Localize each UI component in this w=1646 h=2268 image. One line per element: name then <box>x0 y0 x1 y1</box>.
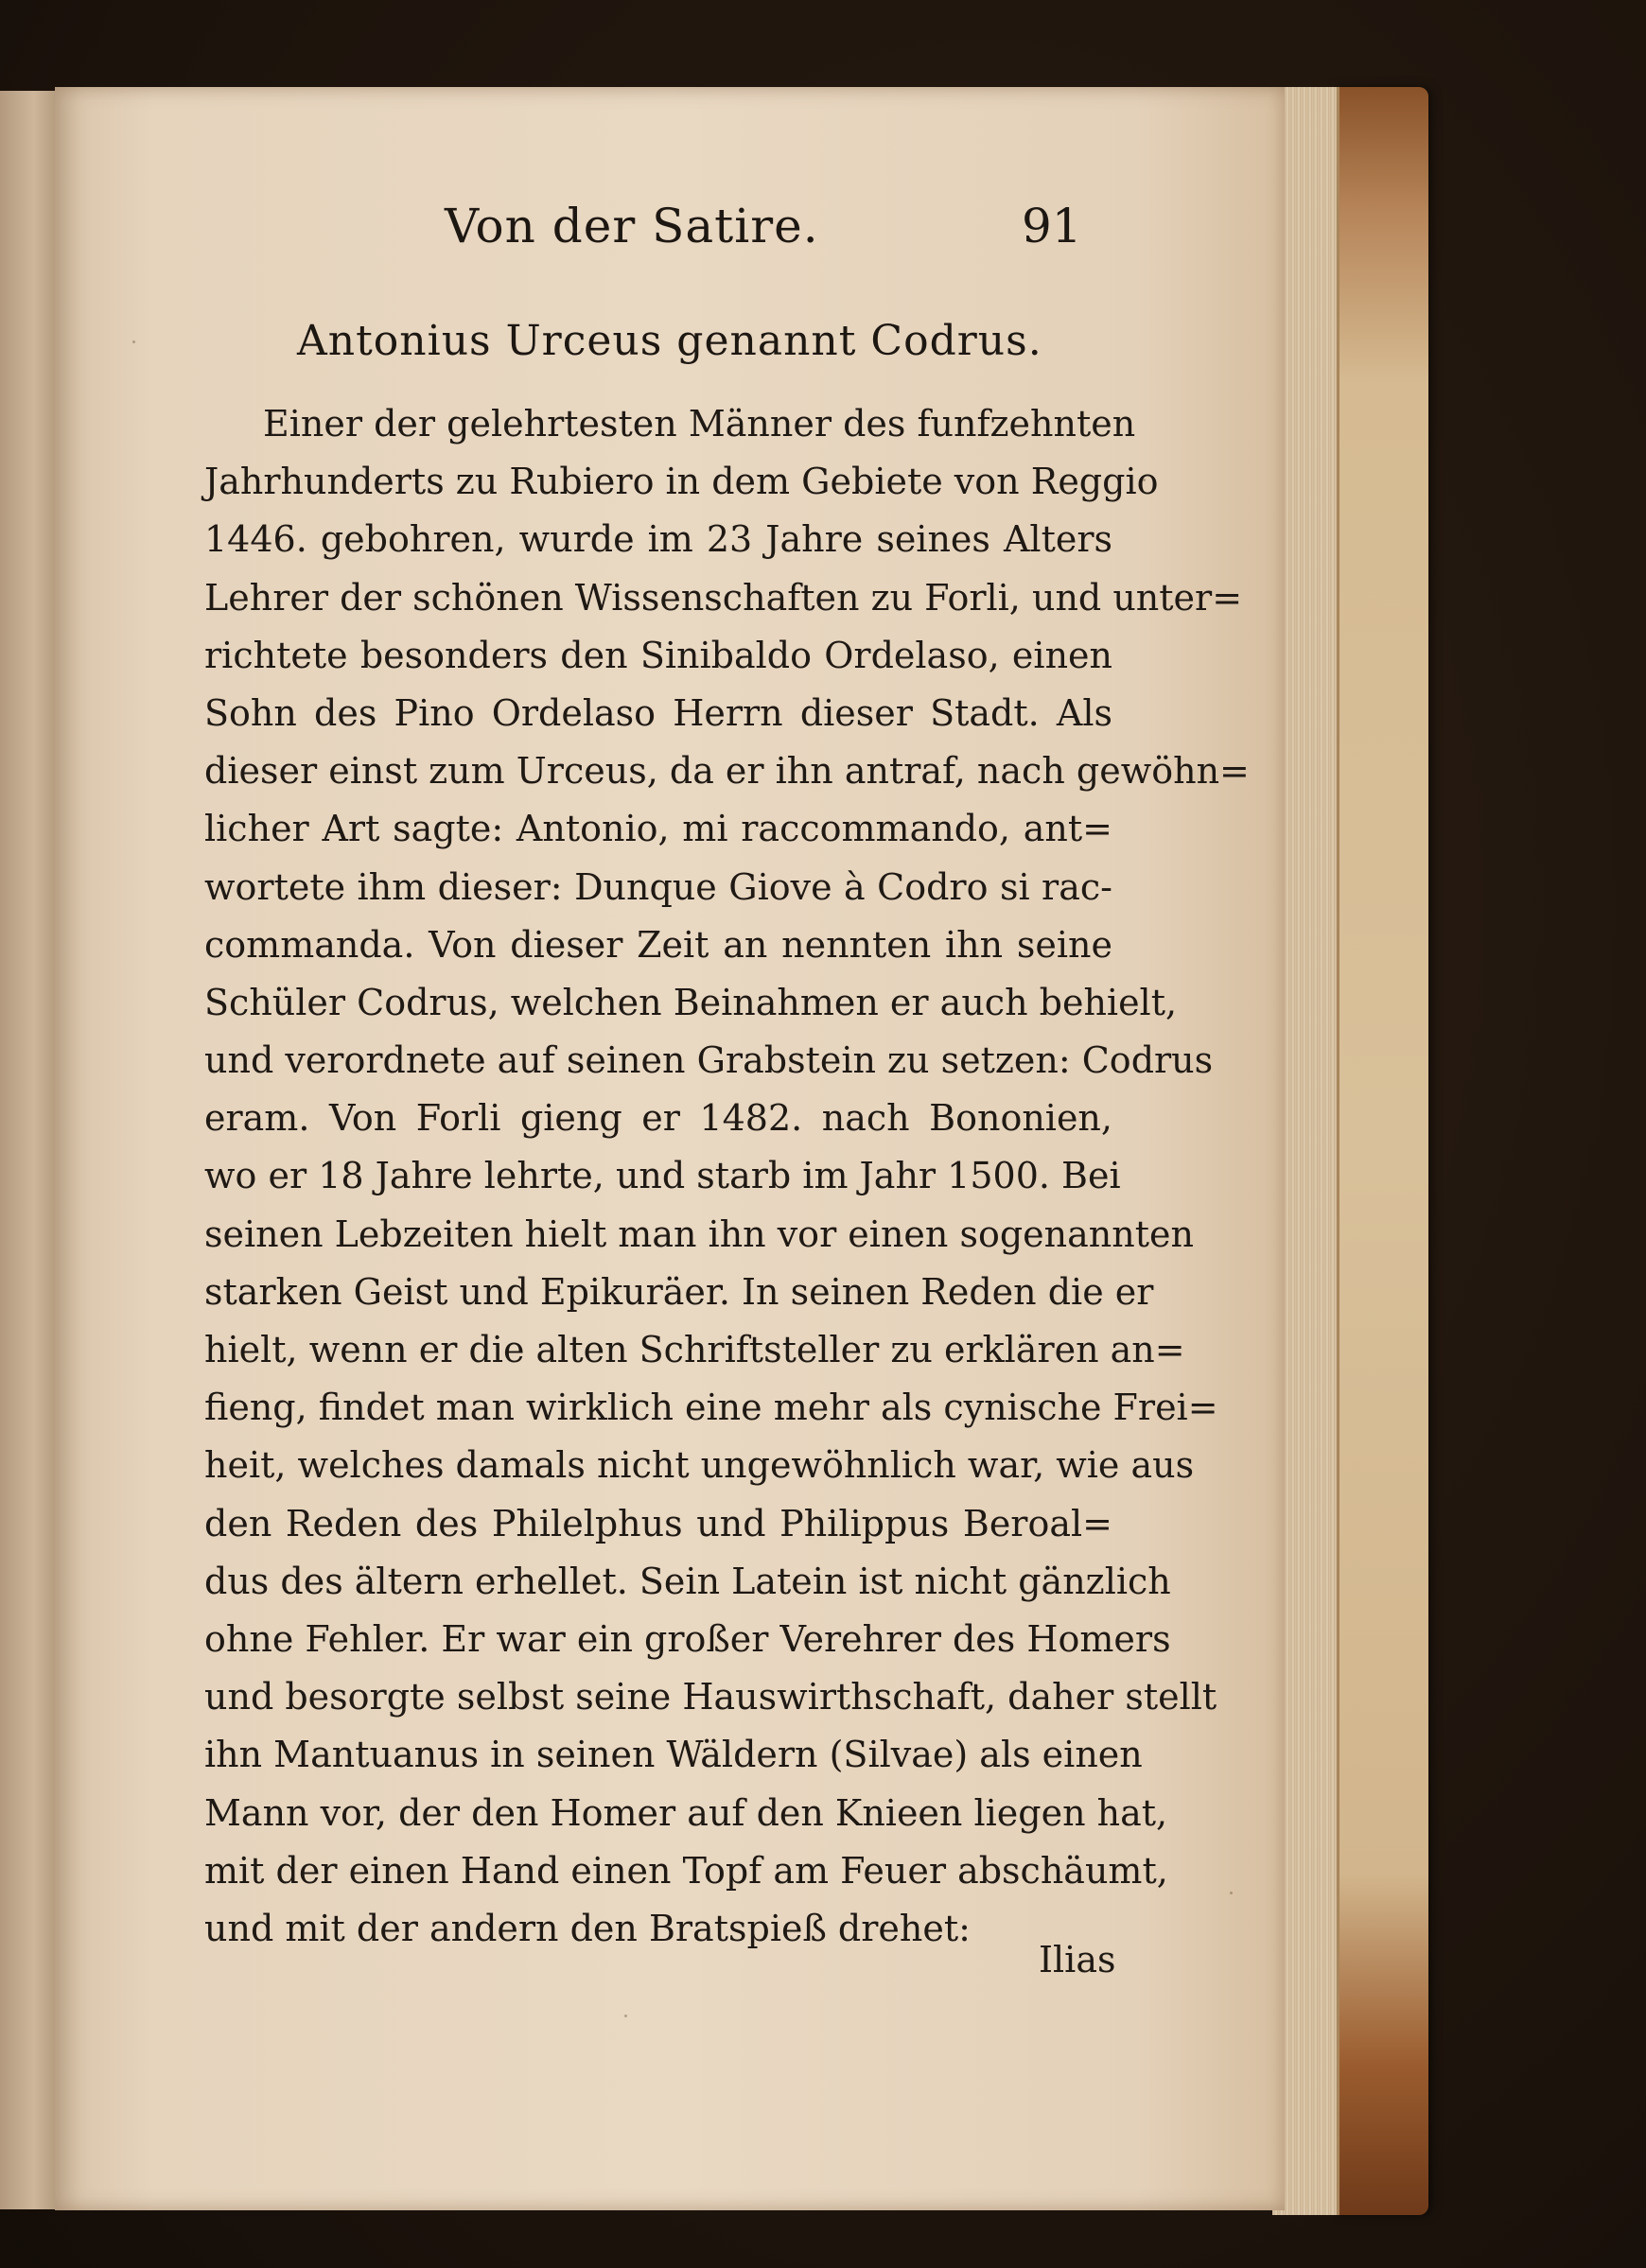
text-line: starken Geist und Epikuräer. In seinen Reden die er <box>204 1270 1154 1313</box>
text-line: commanda. Von dieser Zeit an nennten ihn seine <box>204 923 1112 966</box>
text-line: und mit der andern den Bratspieß drehet: <box>204 1907 971 1949</box>
body-text <box>204 395 1250 1958</box>
text-line: ihn Mantuanus in seinen Wäldern (Silvae) als einen <box>204 1734 1143 1776</box>
text-line: wo er 18 Jahre lehrte, und starb im Jahr 1500. Bei <box>204 1155 1121 1197</box>
text-line: und besorgte selbst seine Hauswirthschaft, daher stellt <box>204 1676 1217 1718</box>
text-line: eram. Von Forli gieng er 1482. nach Bononien, <box>204 1097 1112 1140</box>
text-line: heit, welches damals nicht ungewöhnlich war, wie aus <box>204 1444 1195 1487</box>
text-line: Jahrhunderts zu Rubiero in dem Gebiete von Reggio <box>204 461 1159 503</box>
paper-speck <box>1230 1892 1233 1894</box>
text-line: mit der einen Hand einen Topf am Feuer abschäumt, <box>204 1849 1168 1892</box>
text-line: Schüler Codrus, welchen Beinahmen er auch behielt, <box>204 981 1178 1023</box>
text-line: hielt, wenn er die alten Schriftsteller zu erklären an= <box>204 1329 1185 1370</box>
text-line: wortete ihm dieser: Dunque Giove à Codro si rac- <box>204 865 1112 908</box>
paper-speck <box>132 340 135 343</box>
text-line: licher Art sagte: Antonio, mi raccommando, ant= <box>204 808 1112 850</box>
text-line: und verordnete auf seinen Grabstein zu setzen: Codrus <box>204 1039 1214 1082</box>
paper-speck <box>1143 479 1146 481</box>
page-number: 91 <box>1022 199 1082 253</box>
text-line: fieng, findet man wirklich eine mehr als cynische Frei= <box>204 1387 1218 1429</box>
text-line: dieser einst zum Urceus, da er ihn antraf, nach gewöhn= <box>204 750 1250 793</box>
text-line: 1446. gebohren, wurde im 23 Jahre seines Alters <box>204 518 1112 561</box>
text-line: Mann vor, der den Homer auf den Knieen liegen hat, <box>204 1791 1168 1834</box>
text-line: ohne Fehler. Er war ein großer Verehrer des Homers <box>204 1617 1171 1660</box>
page-header <box>445 199 1107 274</box>
text-line: Sohn des Pino Ordelaso Herrn dieser Stadt. Als <box>204 691 1112 734</box>
catchword: Ilias <box>1039 1939 1116 1980</box>
section-heading: Antonius Urceus genannt Codrus. <box>297 317 1042 365</box>
text-line: seinen Lebzeiten hielt man ihn vor einen sogenannten <box>204 1213 1194 1255</box>
text-line: den Reden des Philelphus und Philippus Beroal= <box>204 1502 1112 1544</box>
running-title: Von der Satire. <box>445 199 819 253</box>
paper-speck <box>624 2015 627 2017</box>
text-line: dus des ältern erhellet. Sein Latein ist nicht gänzlich <box>204 1560 1171 1602</box>
book-cover-edge <box>1334 87 1428 2215</box>
text-line: richtete besonders den Sinibaldo Ordelaso, einen <box>204 634 1112 676</box>
text-line: Lehrer der schönen Wissenschaften zu Forli, und unter= <box>204 576 1243 619</box>
text-line: Einer der gelehrtesten Männer des funfzehnten <box>263 403 1136 445</box>
